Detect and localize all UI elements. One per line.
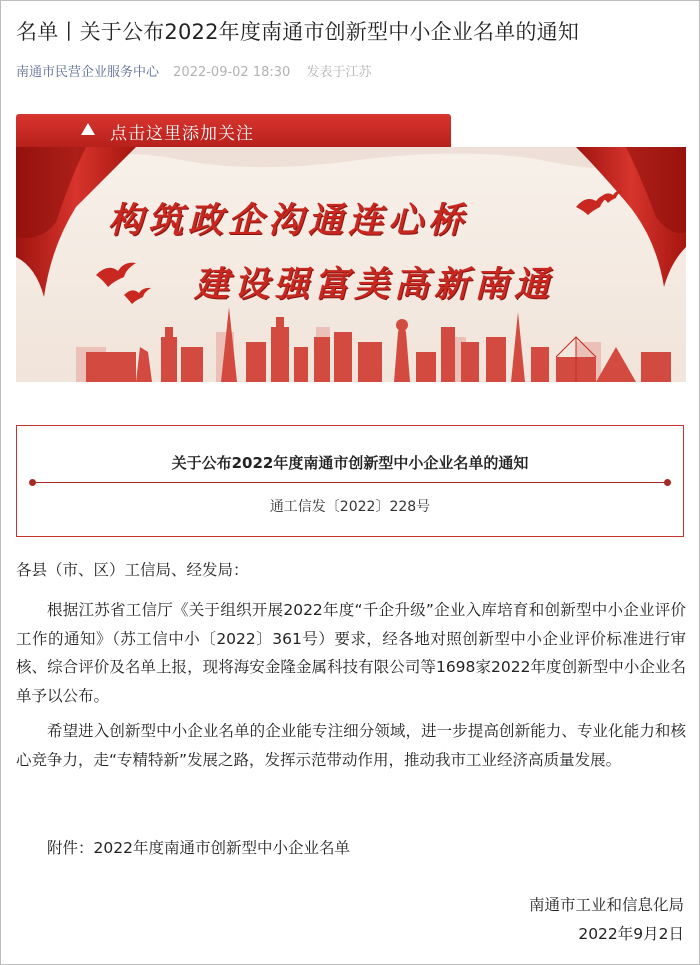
signature-date: 2022年9月2日 (578, 925, 684, 943)
article-meta (16, 61, 371, 80)
attachment-line: 附件：2022年度南通市创新型中小企业名单 (47, 839, 350, 857)
paragraph-1: 根据江苏省工信厅《关于组织开展2022年度“千企升级”企业入库培育和创新型中小企业评价工作的通知》（苏工信中小〔2022〕361号）要求，经各地对照创新型中小企业评价标准进行审核、综合评价及名单上报，现将海安金隆金属科技有限公司等1698家2022年度创新型中小企业名单予以公布。 (16, 601, 686, 705)
document-number: 通工信发〔2022〕228号 (269, 499, 431, 515)
publish-location: 发表于江苏 (306, 65, 372, 80)
signature-org: 南通市工业和信息化局 (528, 896, 684, 914)
divider-dot-right (664, 479, 671, 486)
salutation: 各县（市、区）工信局、经发局： (16, 561, 249, 579)
divider-dot-left (29, 479, 36, 486)
banner-slogan-1: 构筑政企沟通连心桥 (108, 200, 469, 241)
notice-header-box (16, 425, 684, 537)
banner-slogan-2: 建设强富美高新南通 (194, 264, 555, 305)
article-title: 名单丨关于公布2022年度南通市创新型中小企业名单的通知 (16, 20, 580, 44)
header-banner (16, 114, 686, 382)
notice-divider (31, 482, 669, 483)
follow-label: 点击这里添加关注 (110, 124, 254, 144)
account-name-link[interactable]: 南通市民营企业服务中心 (16, 65, 160, 80)
paragraph-2: 希望进入创新型中小企业名单的企业能专注细分领域，进一步提高创新能力、专业化能力和核心竞争力，走“专精特新”发展之路，发挥示范带动作用，推动我市工业经济高质量发展。 (16, 722, 686, 769)
publish-time: 2022-09-02 18:30 (173, 65, 291, 80)
up-arrow-icon (81, 123, 95, 135)
notice-title: 关于公布2022年度南通市创新型中小企业名单的通知 (171, 454, 529, 472)
banner-poster (16, 147, 686, 382)
follow-button[interactable] (16, 114, 451, 147)
